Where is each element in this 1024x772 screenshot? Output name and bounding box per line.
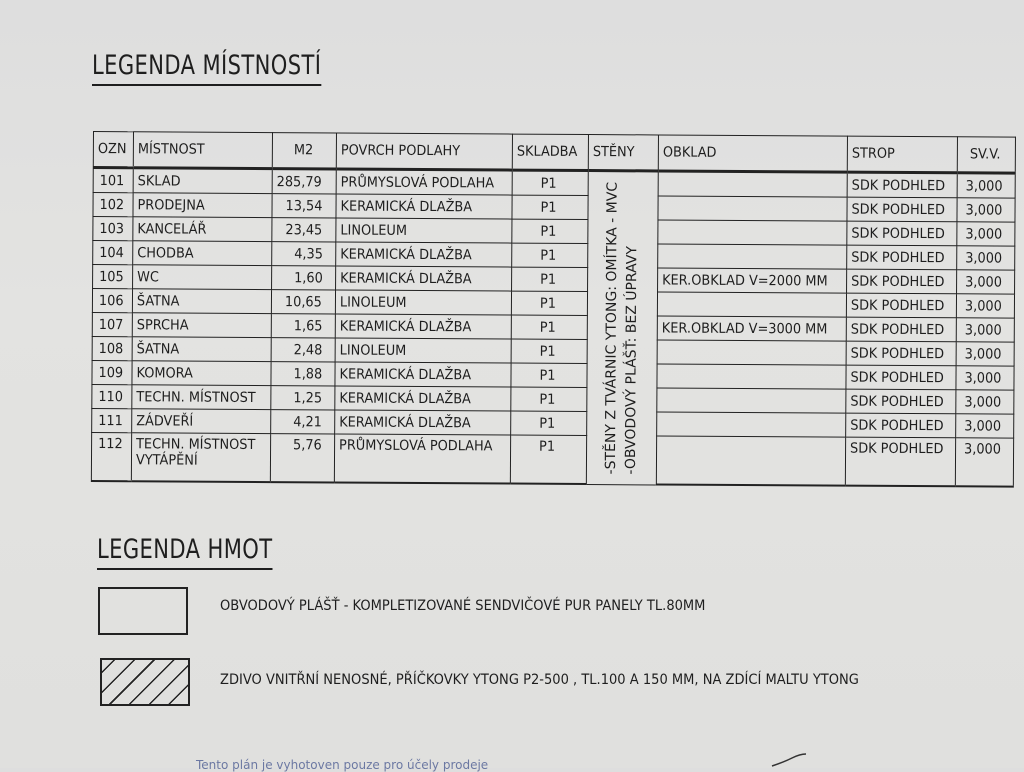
- pen-mark-icon: [770, 752, 810, 768]
- header-tiling: OBKLAD: [658, 135, 847, 172]
- room-code: 109: [92, 360, 132, 384]
- header-ceiling: STROP: [847, 136, 958, 173]
- floor-surface: LINOLEUM: [335, 338, 511, 363]
- ceiling: SDK PODHLED: [846, 293, 957, 318]
- wall-tiling: [657, 244, 846, 269]
- room-area: 2,48: [271, 338, 335, 362]
- cladding-swatch: [98, 587, 188, 635]
- floor-composition: P1: [510, 435, 586, 484]
- room-area: 5,76: [270, 434, 334, 483]
- room-name: ŠATNA: [132, 337, 271, 362]
- ceiling: SDK PODHLED: [846, 341, 957, 366]
- room-name: SKLAD: [133, 168, 272, 194]
- masonry-legend-label: ZDIVO VNITŘNÍ NENOSNÉ, PŘÍČKOVKY YTONG P2-500 , TL.100 A 150 MM, NA ZDÍCÍ MALTU YTONG: [220, 672, 859, 688]
- wall-tiling: [657, 340, 846, 365]
- room-name: KOMORA: [132, 361, 271, 386]
- floor-composition: P1: [511, 243, 587, 267]
- floor-composition: P1: [510, 411, 586, 435]
- masonry-hatch-swatch: [100, 658, 190, 706]
- walls-note: [601, 182, 643, 475]
- floor-composition: P1: [511, 219, 587, 243]
- floor-surface: KERAMICKÁ DLAŽBA: [335, 362, 511, 387]
- room-code: 112: [91, 432, 131, 481]
- floor-composition: P1: [511, 291, 587, 315]
- room-code: 108: [92, 336, 132, 360]
- room-area: 285,79: [272, 169, 336, 194]
- table-header-row: [93, 132, 1015, 174]
- room-area: 1,88: [271, 362, 335, 386]
- header-room: MÍSTNOST: [133, 132, 272, 169]
- room-code: 105: [93, 265, 133, 289]
- walls-note-line2: -OBVODOVÝ PLÁŠŤ: BEZ ÚPRAVY: [622, 245, 641, 475]
- ceiling: SDK PODHLED: [846, 197, 957, 222]
- floor-surface: LINOLEUM: [336, 218, 512, 243]
- room-name: ŠATNA: [132, 289, 271, 314]
- floor-surface: KERAMICKÁ DLAŽBA: [334, 410, 510, 435]
- footer-note: Tento plán je vyhotoven pouze pro účely prodeje: [196, 758, 489, 772]
- ceiling: SDK PODHLED: [846, 221, 957, 246]
- floor-surface: KERAMICKÁ DLAŽBA: [335, 242, 511, 267]
- room-code: 102: [93, 193, 133, 217]
- clear-height: 3,000: [956, 294, 1014, 318]
- wall-tiling: [656, 412, 845, 437]
- floor-surface: PRŮMYSLOVÁ PODLAHA: [336, 169, 512, 195]
- clear-height: 3,000: [956, 342, 1014, 366]
- wall-tiling: KER.OBKLAD V=2000 MM: [657, 268, 846, 293]
- ceiling: SDK PODHLED: [845, 389, 956, 414]
- floor-composition: P1: [512, 170, 588, 195]
- ceiling: SDK PODHLED: [847, 172, 958, 198]
- walls-note-line1: -STĚNY Z TVÁRNIC YTONG: OMÍTKA - MVC: [602, 181, 621, 475]
- header-height: SV.V.: [957, 137, 1015, 173]
- wall-tiling: [656, 388, 845, 413]
- room-name: PRODEJNA: [133, 193, 272, 218]
- clear-height: 3,000: [957, 173, 1015, 198]
- room-code: 101: [93, 168, 133, 193]
- room-area: 1,65: [271, 314, 335, 338]
- floor-composition: P1: [511, 195, 587, 219]
- clear-height: 3,000: [955, 438, 1013, 487]
- clear-height: 3,000: [957, 222, 1015, 246]
- table-row: [91, 432, 1013, 486]
- clear-height: 3,000: [956, 366, 1014, 390]
- floor-surface: KERAMICKÁ DLAŽBA: [335, 314, 511, 339]
- floor-composition: P1: [511, 339, 587, 363]
- rooms-table: [91, 131, 1016, 488]
- room-code: 103: [93, 217, 133, 241]
- room-name: ZÁDVEŘÍ: [132, 409, 271, 434]
- ceiling: SDK PODHLED: [846, 317, 957, 342]
- header-area: M2: [272, 133, 336, 169]
- room-code: 107: [92, 312, 132, 336]
- wall-tiling: [656, 436, 845, 486]
- clear-height: 3,000: [956, 414, 1014, 438]
- header-composition: SKLADBA: [512, 134, 588, 170]
- floor-surface: PRŮMYSLOVÁ PODLAHA: [334, 434, 510, 484]
- wall-tiling: [658, 171, 847, 197]
- floor-surface: KERAMICKÁ DLAŽBA: [335, 386, 511, 411]
- wall-tiling: KER.OBKLAD V=3000 MM: [657, 316, 846, 341]
- wall-tiling: [657, 292, 846, 317]
- room-code: 111: [92, 408, 132, 432]
- header-floor: POVRCH PODLAHY: [336, 133, 512, 170]
- room-area: 1,25: [271, 386, 335, 410]
- wall-tiling: [657, 220, 846, 245]
- room-name: WC: [133, 265, 272, 290]
- room-code: 104: [93, 241, 133, 265]
- floor-surface: LINOLEUM: [335, 290, 511, 315]
- room-name-line2: VYTÁPĚNÍ: [136, 452, 198, 469]
- clear-height: 3,000: [957, 246, 1015, 270]
- room-area: 4,21: [270, 410, 334, 434]
- header-walls: STĚNY: [588, 135, 658, 171]
- room-code: 110: [92, 384, 132, 408]
- floor-composition: P1: [511, 267, 587, 291]
- clear-height: 3,000: [956, 318, 1014, 342]
- room-name: CHODBA: [133, 241, 272, 266]
- rooms-legend-title: LEGENDA MÍSTNOSTÍ: [92, 50, 321, 86]
- wall-tiling: [657, 196, 846, 221]
- ceiling: SDK PODHLED: [846, 269, 957, 294]
- cladding-legend-label: OBVODOVÝ PLÁŠŤ - KOMPLETIZOVANÉ SENDVIČOVÉ PUR PANELY TL.80MM: [220, 598, 706, 614]
- room-code: 106: [92, 289, 132, 313]
- room-name: TECHN. MÍSTNOST: [132, 385, 271, 410]
- room-area: 23,45: [272, 218, 336, 242]
- floor-surface: KERAMICKÁ DLAŽBA: [335, 266, 511, 291]
- ceiling: SDK PODHLED: [846, 245, 957, 270]
- ceiling: SDK PODHLED: [845, 413, 956, 438]
- floor-composition: P1: [511, 315, 587, 339]
- room-area: 1,60: [271, 266, 335, 290]
- room-area: 10,65: [271, 290, 335, 314]
- header-code: OZN: [93, 132, 133, 168]
- room-name: SPRCHA: [132, 313, 271, 338]
- wall-tiling: [656, 364, 845, 389]
- floor-surface: KERAMICKÁ DLAŽBA: [336, 194, 512, 219]
- clear-height: 3,000: [957, 270, 1015, 294]
- ceiling: SDK PODHLED: [845, 365, 956, 390]
- mass-legend-title: LEGENDA HMOT: [97, 534, 273, 570]
- floor-composition: P1: [510, 387, 586, 411]
- room-area: 4,35: [271, 242, 335, 266]
- room-name: TECHN. MÍSTNOST VYTÁPĚNÍ: [131, 433, 270, 482]
- room-area: 13,54: [272, 194, 336, 218]
- ceiling: SDK PODHLED: [845, 437, 956, 486]
- walls-note-cell: [586, 171, 658, 485]
- room-name: KANCELÁŘ: [133, 217, 272, 242]
- floor-composition: P1: [510, 363, 586, 387]
- clear-height: 3,000: [956, 390, 1014, 414]
- clear-height: 3,000: [957, 198, 1015, 222]
